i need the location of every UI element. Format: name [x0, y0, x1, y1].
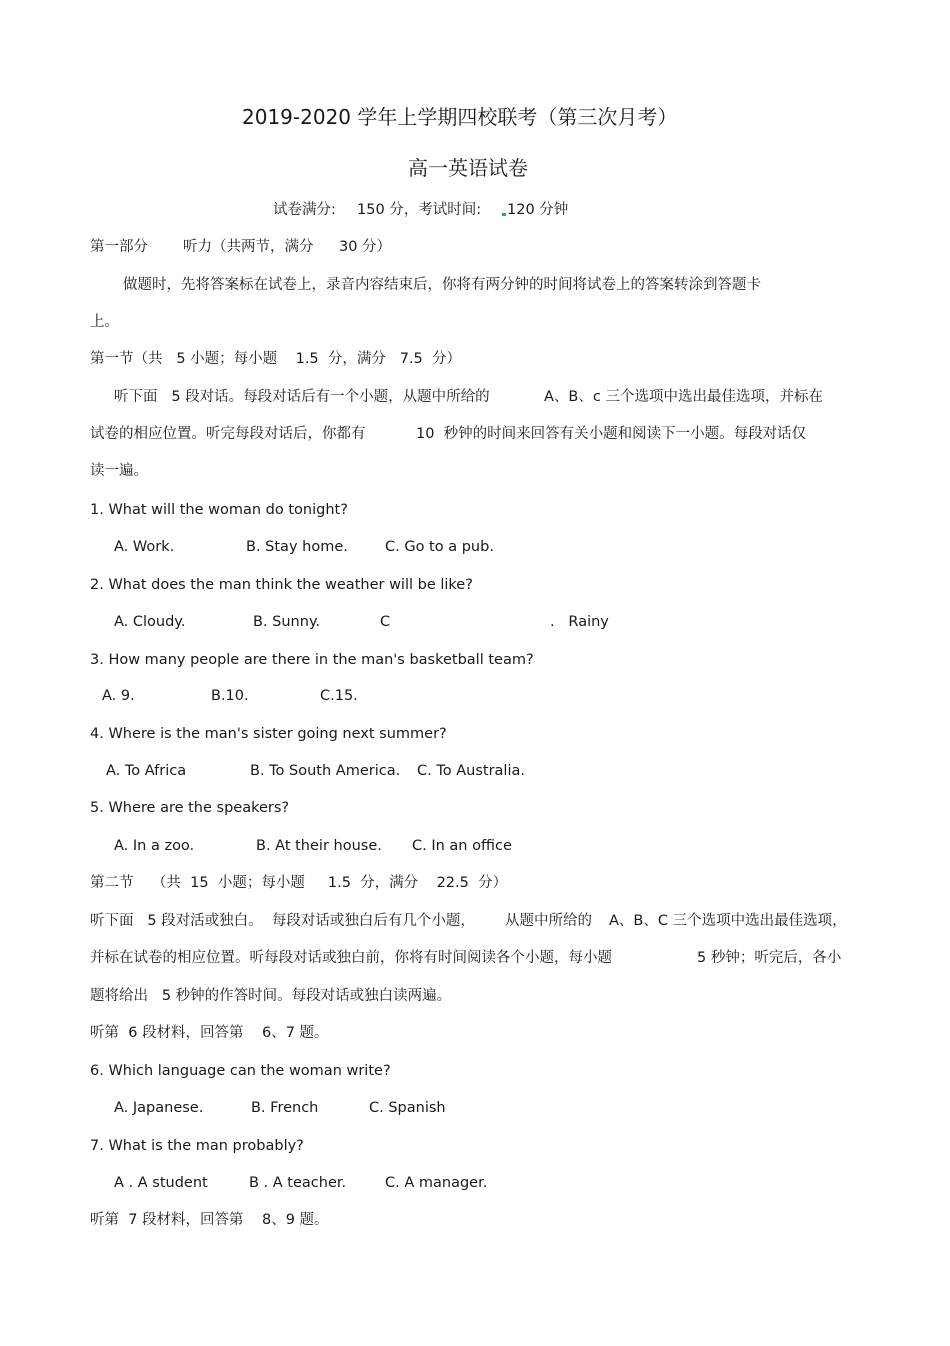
- material-6-instruction: 听第 6 段材料，回答第 6、7 题。: [90, 1025, 329, 1041]
- part1-instruction-line1: 做题时，先将答案标在试卷上，录音内容结束后，你将有两分钟的时间将试卷上的答案转涂到答题卡: [123, 277, 761, 293]
- material-7-instruction: 听第 7 段材料，回答第 8、9 题。: [90, 1212, 329, 1228]
- section2-heading: 第二节 （共 15 小题；每小题 1.5 分，满分 22.5 分）: [90, 875, 508, 891]
- exam-time-value: [502, 200, 568, 220]
- question-6-option-b: B. French: [251, 1100, 319, 1116]
- question-4-option-c: C. To Australia.: [417, 763, 525, 779]
- question-5-option-c: C. In an office: [412, 838, 512, 854]
- question-7-option-a: A . A student: [114, 1175, 208, 1191]
- question-2-stem: 2. What does the man think the weather will be like?: [90, 577, 473, 593]
- section2-intro-line1b: 从题中所给的: [505, 913, 592, 929]
- question-2-option-c-letter: C: [380, 614, 391, 630]
- section1-intro-line2b: 10 秒钟的时间来回答有关小题和阅读下一小题。每段对话仅: [416, 426, 807, 442]
- question-5-option-a: A. In a zoo.: [114, 838, 195, 854]
- exam-score-label: 试卷满分:: [273, 202, 336, 218]
- section2-intro-line2b: 5 秒钟；听完后，各小: [697, 950, 842, 966]
- section1-intro-line2a: 试卷的相应位置。听完每段对话后，你都有: [90, 426, 366, 442]
- question-6-option-c: C. Spanish: [369, 1100, 446, 1116]
- question-3-option-a: A. 9.: [102, 688, 135, 704]
- part1-heading-b: 听力（共两节，满分: [183, 239, 314, 255]
- question-4-stem: 4. Where is the man's sister going next summer?: [90, 726, 447, 742]
- question-1-option-b: B. Stay home.: [246, 539, 348, 555]
- question-3-stem: 3. How many people are there in the man's basketball team?: [90, 652, 534, 668]
- question-6-stem: 6. Which language can the woman write?: [90, 1063, 391, 1079]
- exam-time-text: 120 分钟: [507, 202, 569, 218]
- question-5-option-b: B. At their house.: [256, 838, 382, 854]
- question-3-option-b: B.10.: [211, 688, 249, 704]
- question-2-option-c-text: . Rainy: [550, 614, 609, 630]
- section1-heading: 第一节（共 5 小题；每小题 1.5 分，满分 7.5 分）: [90, 351, 461, 367]
- question-7-stem: 7. What is the man probably?: [90, 1138, 304, 1154]
- question-6-option-a: A. Japanese.: [114, 1100, 204, 1116]
- question-7-option-b: B . A teacher.: [249, 1175, 347, 1191]
- question-4-option-a: A. To Africa: [106, 763, 187, 779]
- question-2-option-b: B. Sunny.: [253, 614, 321, 630]
- section2-intro-line3: 题将给出 5 秒钟的作答时间。每段对话或独白读两遍。: [90, 988, 452, 1004]
- page-subtitle: 高一英语试卷: [408, 156, 528, 180]
- question-2-option-a: A. Cloudy.: [114, 614, 186, 630]
- section1-intro-line1a: 听下面 5 段对话。每段对话后有一个小题，从题中所给的: [114, 389, 490, 405]
- exam-score-value: 150 分，考试时间:: [357, 202, 482, 218]
- question-1-stem: 1. What will the woman do tonight?: [90, 502, 348, 518]
- section1-intro-line1b: A、B、c 三个选项中选出最佳选项，并标在: [544, 389, 823, 405]
- page-title: 2019-2020 学年上学期四校联考（第三次月考）: [242, 105, 678, 129]
- green-mark-icon: [502, 213, 506, 216]
- section1-intro-line3: 读一遍。: [90, 463, 148, 479]
- part1-heading-a: 第一部分: [90, 239, 148, 255]
- part1-instruction-line2: 上。: [90, 314, 119, 330]
- question-1-option-c: C. Go to a pub.: [385, 539, 494, 555]
- question-1-option-a: A. Work.: [114, 539, 175, 555]
- section2-intro-line2a: 并标在试卷的相应位置。听每段对话或独白前，你将有时间阅读各个小题，每小题: [90, 950, 612, 966]
- part1-heading-c: 30 分）: [339, 239, 392, 255]
- question-7-option-c: C. A manager.: [385, 1175, 488, 1191]
- section2-intro-line1c: A、B、C 三个选项中选出最佳选项，: [609, 913, 847, 929]
- section2-intro-line1a: 听下面 5 段对活或独白。 每段对话或独白后有几个小题，: [90, 913, 475, 929]
- question-4-option-b: B. To South America.: [250, 763, 401, 779]
- question-3-option-c: C.15.: [320, 688, 358, 704]
- question-5-stem: 5. Where are the speakers?: [90, 800, 290, 816]
